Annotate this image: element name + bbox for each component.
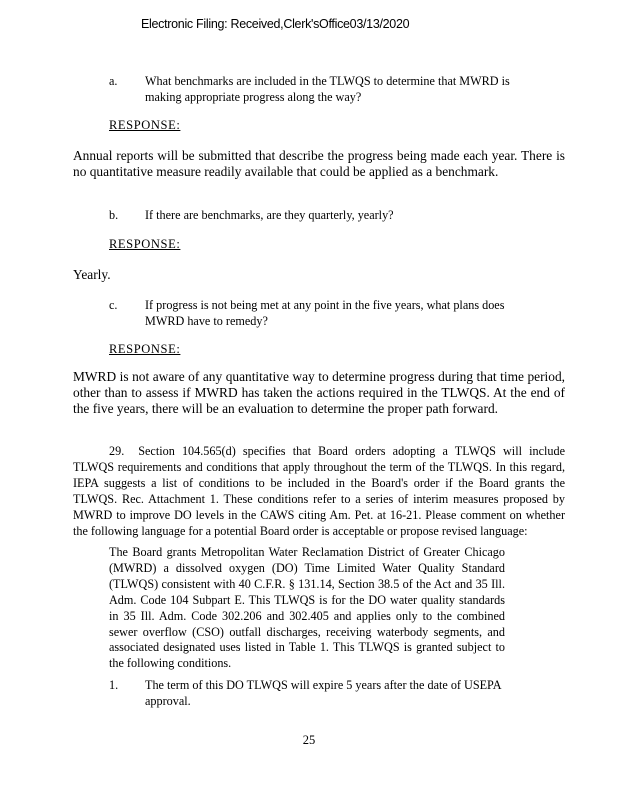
question-a-text: What benchmarks are included in the TLWQS to determine that MWRD is making appropriate progress along the way? (145, 74, 510, 104)
paragraph-29-number: 29. (109, 444, 125, 458)
response-label-a: RESPONSE: (109, 118, 181, 132)
answer-c: MWRD is not aware of any quantitative way to determine progress during that time period, other than to assess if MWRD has taken the actions required in the TLWQS. At the end of the five years, there will be an evaluation to determine the proper path forward. (73, 369, 565, 416)
condition-1-text: The term of this DO TLWQS will expire 5 years after the date of USEPA approval. (145, 678, 501, 708)
question-c-label: c. (109, 298, 118, 312)
response-label-c: RESPONSE: (109, 342, 181, 356)
efiling-header: Electronic Filing: Received,Clerk'sOffice03/13/2020 (141, 17, 410, 31)
proposed-order-block: The Board grants Metropolitan Water Reclamation District of Greater Chicago (MWRD) a dissolved oxygen (DO) Time Limited Water Quality Standard (TLWQS) consistent with 40 C.F.R. § 131.14, Section 38.5 of the Act and 35 Ill. Adm. Code 104 Subpart E. This TLWQS is for the DO water quality standards in 35 Ill. Adm. Code 302.206 and 302.405 and applies only to the combined sewer overflow (CSO) outfall discharges, receiving waterbody segments, and associated designated uses listed in Table 1. This TLWQS is granted subject to the following conditions. (109, 545, 505, 671)
answer-b: Yearly. (73, 267, 111, 282)
question-b-label: b. (109, 208, 119, 222)
paragraph-29-text: Section 104.565(d) specifies that Board orders adopting a TLWQS will include TLWQS requirements and conditions that apply throughout the term of the TLWQS. In this regard, IEPA suggests a list of conditions to be included in the Board's order if the Board grants the TLWQS. Rec. Attachment 1. These conditions refer to a series of interim measures proposed by MWRD to improve DO levels in the CAWS citing Am. Pet. at 16-21. Please comment on whether the following language for a potential Board order is acceptable or propose revised language: (73, 444, 565, 538)
answer-a: Annual reports will be submitted that describe the progress being made each year. There is no quantitative measure readily available that could be applied as a benchmark. (73, 148, 565, 179)
question-c-text: If progress is not being met at any point in the five years, what plans does MWRD have to remedy? (145, 298, 505, 328)
question-b-text: If there are benchmarks, are they quarterly, yearly? (145, 208, 394, 222)
page-number: 25 (302, 733, 316, 747)
response-label-b: RESPONSE: (109, 237, 181, 251)
condition-1-label: 1. (109, 678, 119, 692)
question-a-label: a. (109, 74, 118, 88)
paragraph-29 (73, 444, 565, 539)
